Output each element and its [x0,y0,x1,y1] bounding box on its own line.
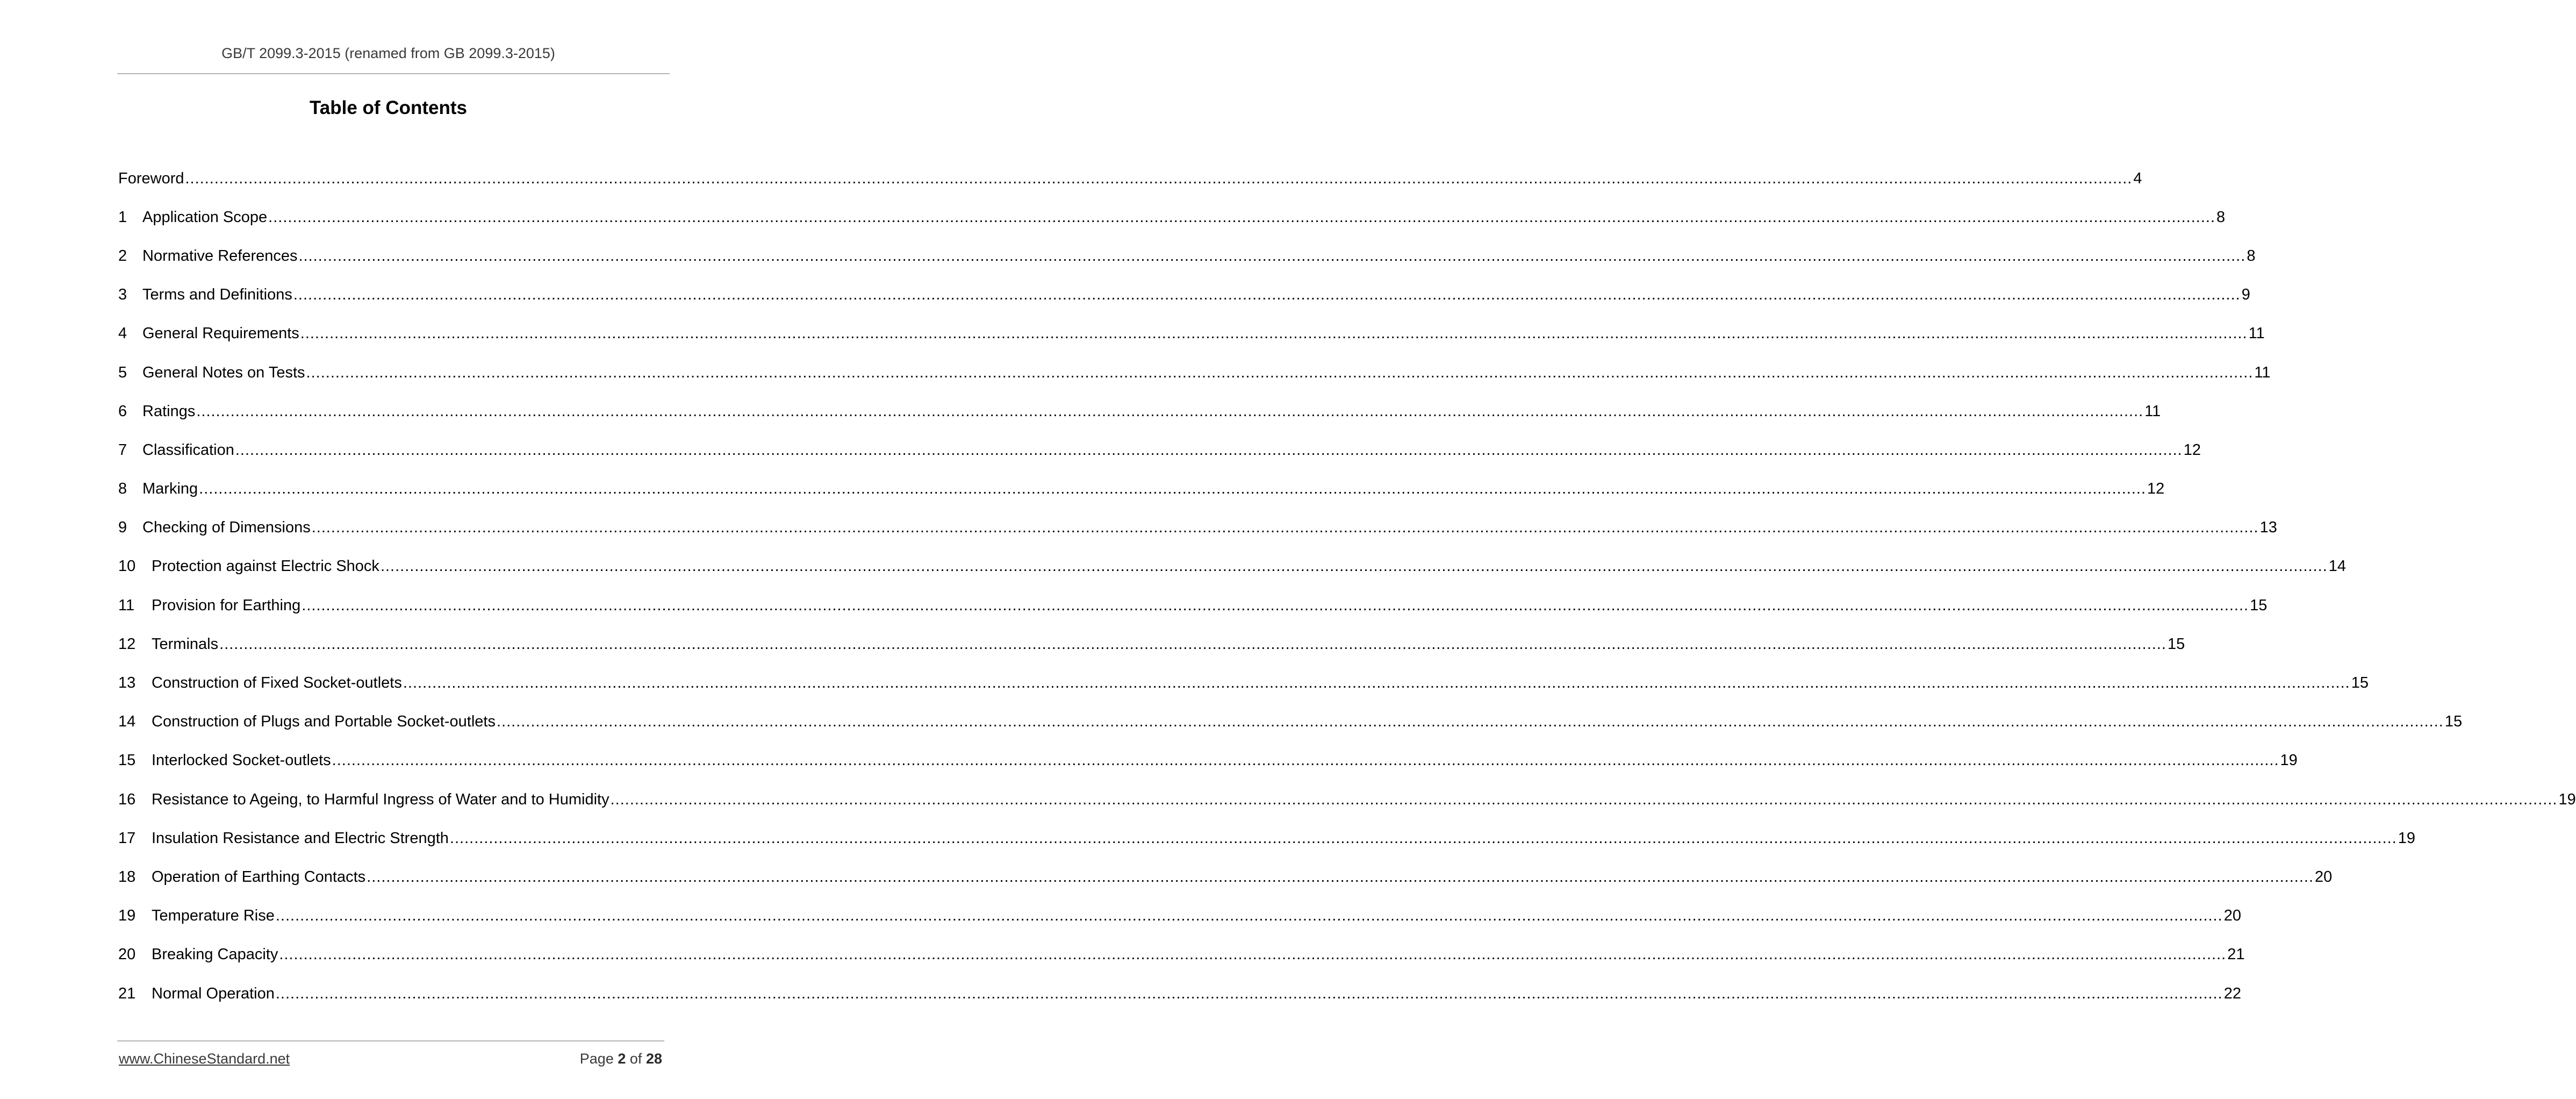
toc-entry-page: 4 [2133,169,2142,187]
toc-entry[interactable] [118,353,2271,392]
toc-entry-title: Interlocked Socket-outlets [152,752,331,769]
toc-entry-page: 8 [2247,247,2256,265]
toc-entry-number: 21 [118,984,136,1002]
toc-entry-title: General Requirements [142,325,299,342]
toc-entry-title: Ratings [142,402,196,420]
toc-dot-leader: ................................................................................................................................................................................................................................................................................................................................................................................................................ [610,790,2558,808]
toc-entry[interactable] [118,198,2226,237]
toc-entry-page: 13 [2259,519,2277,537]
toc-entry[interactable] [118,547,2347,586]
toc-entry-page: 19 [2280,752,2298,769]
toc-entry-page: 20 [2315,868,2333,886]
toc-entry-page: 15 [2444,713,2463,731]
toc-entry-page: 12 [2147,480,2165,498]
toc-entry-page: 22 [2223,984,2241,1002]
toc-entry-title: Foreword [118,169,184,187]
toc-dot-leader: ................................................................................................................................................................................................................................................................................................................................................................................................................ [332,752,2279,769]
toc-dot-leader: ................................................................................................................................................................................................................................................................................................................................................................................................................ [185,169,2133,187]
toc-entry-number: 7 [118,441,127,459]
toc-entry-number: 5 [118,363,127,381]
toc-entry[interactable] [118,509,2277,547]
toc-entry-number: 2 [118,247,127,265]
toc-entry-number: 12 [118,635,136,653]
toc-entry[interactable] [118,237,2256,275]
toc-dot-leader: ................................................................................................................................................................................................................................................................................................................................................................................................................ [219,635,2166,653]
page-of-label: of [629,1051,642,1067]
toc-entry-title: General Notes on Tests [142,363,305,381]
toc-entry[interactable] [118,586,2268,625]
toc-entry-title: Marking [142,480,198,498]
toc-dot-leader: ................................................................................................................................................................................................................................................................................................................................................................................................................ [302,596,2249,614]
page-label: Page [579,1051,614,1067]
toc-entry-number: 3 [118,286,127,304]
toc-entry-title: Normal Operation [152,984,275,1002]
toc-entry-number: 14 [118,713,136,731]
toc-dot-leader: ................................................................................................................................................................................................................................................................................................................................................................................................................ [235,441,2183,459]
footer-divider [117,1040,664,1041]
toc-entry-number: 8 [118,480,127,498]
toc-entry-number: 13 [118,674,136,692]
toc-dot-leader: ................................................................................................................................................................................................................................................................................................................................................................................................................ [298,247,2246,265]
toc-entry[interactable] [118,780,2576,819]
toc-dot-leader: ................................................................................................................................................................................................................................................................................................................................................................................................................ [403,674,2350,692]
toc-entry-page: 9 [2241,286,2250,304]
toc-entry-page: 11 [2248,325,2265,342]
toc-dot-leader: ................................................................................................................................................................................................................................................................................................................................................................................................................ [196,402,2144,420]
toc-entry-page: 15 [2167,635,2185,653]
toc-entry[interactable] [118,741,2298,780]
toc-entry-title: Temperature Rise [152,907,275,925]
toc-entry-number: 19 [118,907,136,925]
toc-entry-number: 17 [118,829,136,847]
toc-entry[interactable] [118,703,2463,741]
toc-entry-page: 11 [2144,402,2161,420]
toc-entry-page: 20 [2223,907,2241,925]
toc-entry-page: 19 [2558,790,2576,808]
toc-entry[interactable] [118,159,2142,198]
toc-entry-title: Operation of Earthing Contacts [152,868,366,886]
toc-entry-number: 11 [118,596,135,614]
toc-entry-page: 8 [2216,208,2226,226]
toc-entry-number: 18 [118,868,136,886]
toc-entry-title: Terminals [152,635,219,653]
toc-entry-page: 15 [2250,596,2268,614]
current-page-number: 2 [618,1051,626,1067]
toc-dot-leader: ................................................................................................................................................................................................................................................................................................................................................................................................................ [306,363,2254,381]
toc-entry[interactable] [118,974,2241,1013]
toc-dot-leader: ................................................................................................................................................................................................................................................................................................................................................................................................................ [293,286,2241,304]
toc-entry[interactable] [118,625,2185,663]
toc-entry-title: Resistance to Ageing, to Harmful Ingress of Water and to Humidity [152,790,609,808]
toc-entry-number: 16 [118,790,136,808]
toc-entry-page: 19 [2398,829,2416,847]
toc-entry-title: Insulation Resistance and Electric Strength [152,829,449,847]
toc-entry[interactable] [118,819,2416,858]
toc-entry-number: 1 [118,208,127,226]
toc-entry-title: Classification [142,441,234,459]
toc-entry-number: 20 [118,946,136,964]
page-indicator [580,1051,662,1067]
toc-entry-number: 15 [118,752,136,769]
table-of-contents [118,159,2576,1013]
toc-entry-title: Protection against Electric Shock [152,558,379,575]
toc-dot-leader: ................................................................................................................................................................................................................................................................................................................................................................................................................ [268,208,2216,226]
toc-dot-leader: ................................................................................................................................................................................................................................................................................................................................................................................................................ [275,907,2223,925]
toc-entry-title: Provision for Earthing [152,596,301,614]
toc-entry[interactable] [118,858,2333,896]
toc-entry-title: Breaking Capacity [152,946,278,964]
toc-entry-page: 15 [2351,674,2369,692]
toc-entry-title: Checking of Dimensions [142,519,311,537]
toc-entry[interactable] [118,897,2241,936]
toc-entry[interactable] [118,315,2265,353]
header-divider [117,73,670,74]
toc-entry-title: Application Scope [142,208,268,226]
toc-dot-leader: ................................................................................................................................................................................................................................................................................................................................................................................................................ [496,713,2444,731]
toc-entry-page: 12 [2183,441,2201,459]
toc-dot-leader: ................................................................................................................................................................................................................................................................................................................................................................................................................ [279,946,2227,964]
toc-entry[interactable] [118,392,2161,431]
toc-entry-number: 10 [118,558,136,575]
toc-entry-title: Terms and Definitions [142,286,292,304]
website-link[interactable]: www.ChineseStandard.net [119,1051,290,1067]
toc-entry[interactable] [118,276,2250,315]
toc-entry-title: Normative References [142,247,298,265]
toc-entry-page: 11 [2254,363,2271,381]
toc-entry-number: 4 [118,325,127,342]
toc-dot-leader: ................................................................................................................................................................................................................................................................................................................................................................................................................ [449,829,2397,847]
page-title: Table of Contents [310,97,467,118]
toc-entry-number: 9 [118,519,127,537]
toc-dot-leader: ................................................................................................................................................................................................................................................................................................................................................................................................................ [300,325,2248,342]
toc-entry[interactable] [118,431,2201,469]
toc-dot-leader: ................................................................................................................................................................................................................................................................................................................................................................................................................ [275,984,2223,1002]
toc-entry[interactable] [118,936,2245,974]
toc-dot-leader: ................................................................................................................................................................................................................................................................................................................................................................................................................ [367,868,2314,886]
toc-entry-title: Construction of Fixed Socket-outlets [152,674,402,692]
toc-entry[interactable] [118,470,2165,509]
toc-entry-title: Construction of Plugs and Portable Socket-outlets [152,713,496,731]
toc-entry-page: 21 [2227,946,2245,964]
toc-entry-number: 6 [118,402,127,420]
total-page-count: 28 [645,1051,662,1067]
toc-dot-leader: ................................................................................................................................................................................................................................................................................................................................................................................................................ [311,519,2259,537]
toc-entry[interactable] [118,663,2369,702]
toc-dot-leader: ................................................................................................................................................................................................................................................................................................................................................................................................................ [380,558,2328,575]
running-header: GB/T 2099.3-2015 (renamed from GB 2099.3-2015) [221,45,555,61]
toc-dot-leader: ................................................................................................................................................................................................................................................................................................................................................................................................................ [199,480,2147,498]
toc-entry-page: 14 [2328,558,2347,575]
